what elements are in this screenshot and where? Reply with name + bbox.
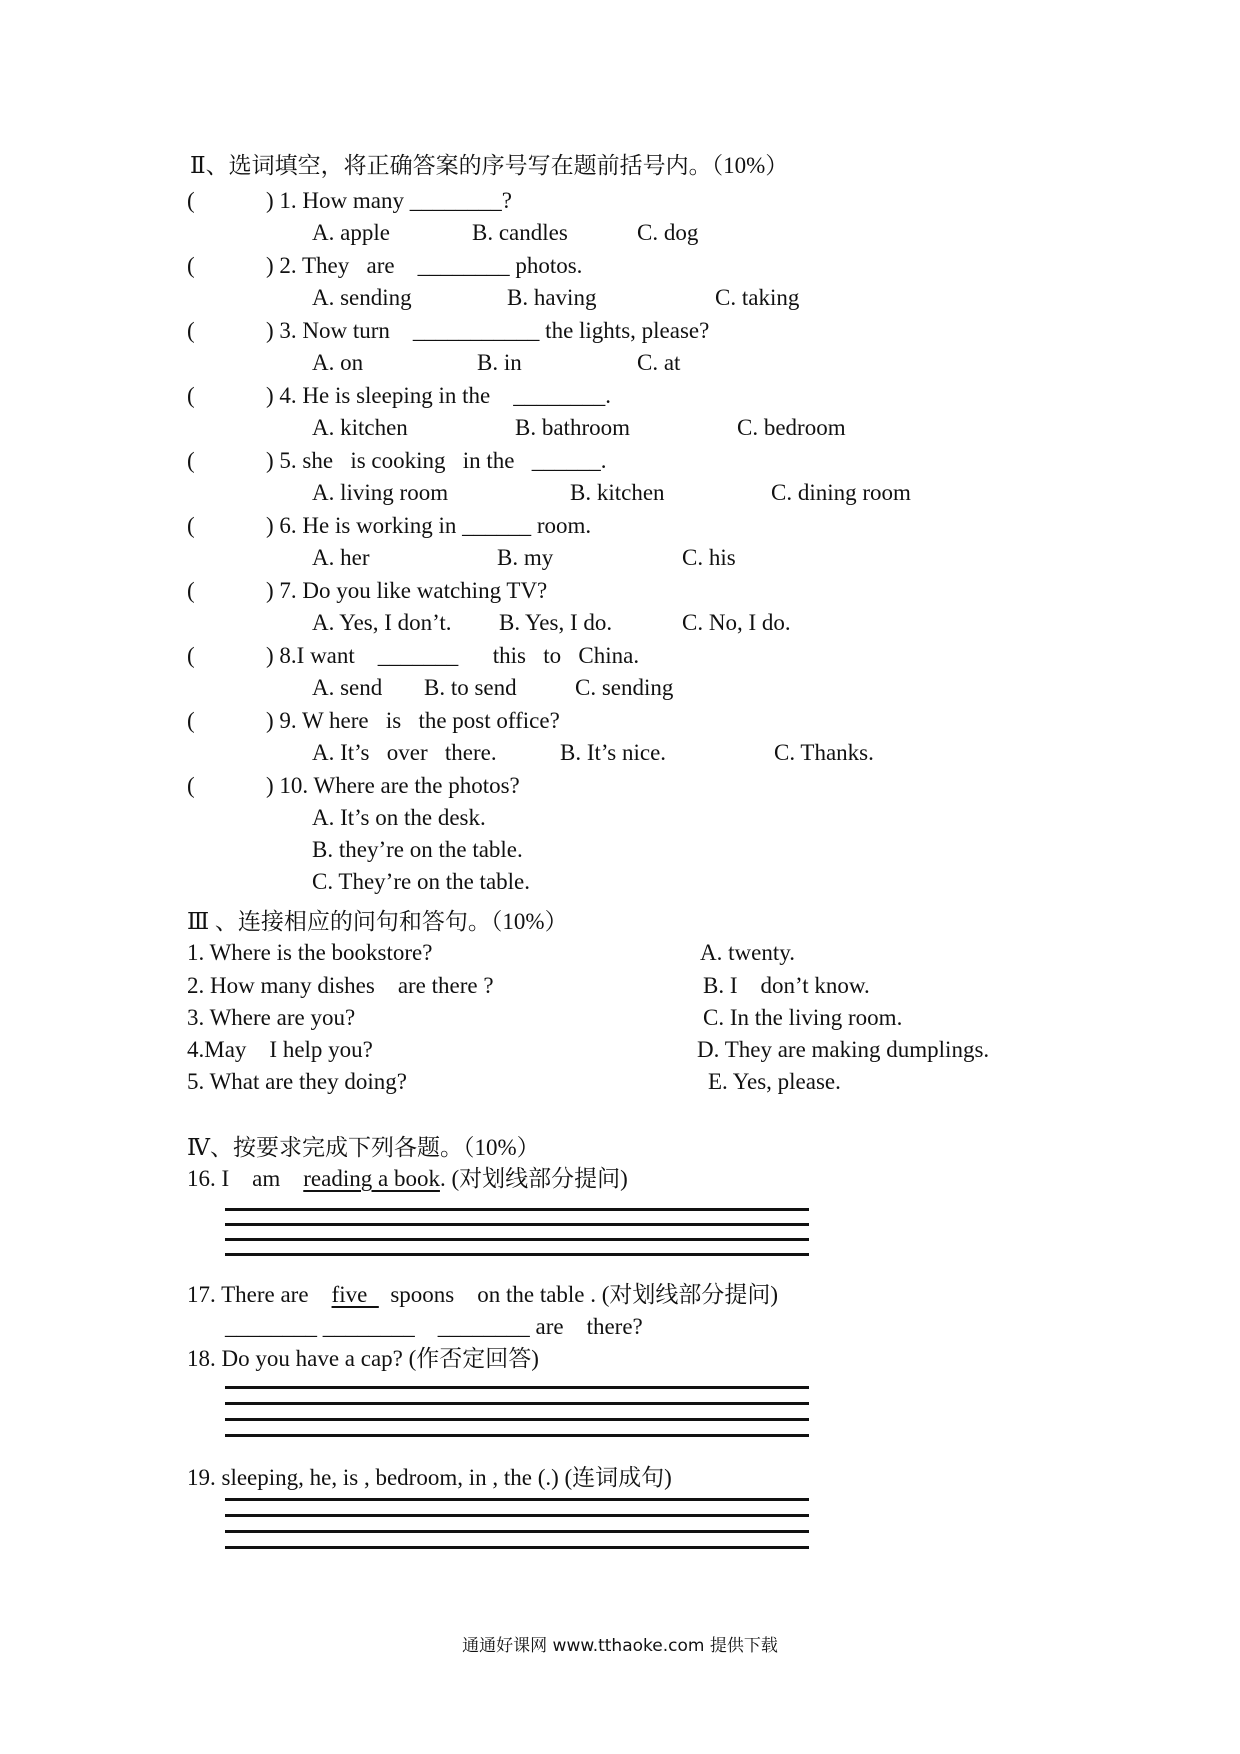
question-stem: ) 3. Now turn ___________ the lights, please? [266,318,710,343]
option-b: B. candles [472,220,568,245]
question-stem: ) 6. He is working in ______ room. [266,513,592,538]
question-16-before: 16. I am [187,1166,304,1191]
question-16-after: . (对划线部分提问) [439,1166,628,1191]
question-18: 18. Do you have a cap? (作否定回答) [187,1346,539,1371]
question-stem: ) 1. How many ________? [266,188,512,213]
option-c: C. taking [715,285,800,310]
question-stem: ) 2. They are ________ photos. [266,253,583,278]
question-stem: ) 9. W here is the post office? [266,708,560,733]
section-4-title: Ⅳ、按要求完成下列各题。（10%） [187,1135,540,1160]
option-b: B. bathroom [515,415,630,440]
option-b: B. in [477,350,522,375]
option-c: C. bedroom [737,415,846,440]
section-2-title: Ⅱ、选词填空，将正确答案的序号写在题前括号内。（10%） [190,153,789,178]
question-17 [187,1280,778,1310]
option-a: A. her [312,545,370,570]
question-stem: ) 8.I want _______ this to China. [266,643,640,668]
answer-line [225,1386,809,1389]
option-c: C. his [682,545,736,570]
option-c: C. at [637,350,681,375]
option-b: B. my [497,545,554,570]
question-17-before: 17. There are [187,1282,332,1307]
option-b: B. having [507,285,597,310]
answer-line [225,1530,809,1533]
answer-line [225,1208,809,1211]
option-c: C. No, I do. [682,610,791,635]
option-a: A. living room [312,480,449,505]
option-a: A. sending [312,285,412,310]
answer-line [225,1546,809,1549]
answer-bracket-open: ( [187,448,195,473]
question-16 [187,1164,628,1194]
match-answer: A. twenty. [700,940,795,965]
option-a: A. apple [312,220,390,245]
answer-bracket-open: ( [187,513,195,538]
answer-bracket-open: ( [187,643,195,668]
match-question: 4.May I help you? [187,1037,373,1062]
answer-line [225,1434,809,1437]
question-stem: ) 7. Do you like watching TV? [266,578,548,603]
answer-bracket-open: ( [187,578,195,603]
option-b: B. to send [424,675,517,700]
answer-line [225,1498,809,1501]
question-stem: ) 5. she is cooking in the ______. [266,448,607,473]
footer-credit: 通通好课网 www.tthaoke.com 提供下载 [462,1636,778,1656]
answer-bracket-open: ( [187,188,195,213]
match-question: 5. What are they doing? [187,1069,407,1094]
question-17-underlined: five [331,1282,379,1307]
option-a: A. It’s on the desk. [312,805,486,830]
match-answer: E. Yes, please. [708,1069,841,1094]
option-a: A. send [312,675,383,700]
answer-line [225,1238,809,1241]
answer-line [225,1514,809,1517]
option-c: C. dining room [771,480,911,505]
question-stem: ) 4. He is sleeping in the ________. [266,383,611,408]
match-answer: B. I don’t know. [703,973,870,998]
question-17-after: spoons on the table . (对划线部分提问) [378,1282,779,1307]
option-c: C. Thanks. [774,740,874,765]
question-stem: ) 10. Where are the photos? [266,773,520,798]
option-b: B. they’re on the table. [312,837,523,862]
answer-line [225,1402,809,1405]
match-answer: C. In the living room. [703,1005,903,1030]
option-a: A. It’s over there. [312,740,497,765]
option-a: A. on [312,350,364,375]
answer-bracket-open: ( [187,708,195,733]
section-3-title: Ⅲ 、连接相应的问句和答句。（10%） [187,909,568,934]
question-16-underlined: reading a book [303,1166,440,1191]
match-question: 3. Where are you? [187,1005,356,1030]
option-c: C. dog [637,220,699,245]
match-answer: D. They are making dumplings. [697,1037,990,1062]
answer-line [225,1223,809,1226]
option-b: B. kitchen [570,480,665,505]
answer-bracket-open: ( [187,253,195,278]
option-b: B. It’s nice. [560,740,667,765]
answer-line [225,1418,809,1421]
answer-line [225,1253,809,1256]
answer-bracket-open: ( [187,383,195,408]
match-question: 2. How many dishes are there ? [187,973,494,998]
question-19: 19. sleeping, he, is , bedroom, in , the (.) (连词成句) [187,1465,672,1490]
option-c: C. They’re on the table. [312,869,531,894]
answer-bracket-open: ( [187,773,195,798]
option-c: C. sending [575,675,674,700]
option-a: A. kitchen [312,415,408,440]
question-17-fill-blanks: ________ ________ ________ are there? [225,1314,643,1339]
match-question: 1. Where is the bookstore? [187,940,433,965]
answer-bracket-open: ( [187,318,195,343]
option-a: A. Yes, I don’t. [312,610,452,635]
option-b: B. Yes, I do. [499,610,613,635]
